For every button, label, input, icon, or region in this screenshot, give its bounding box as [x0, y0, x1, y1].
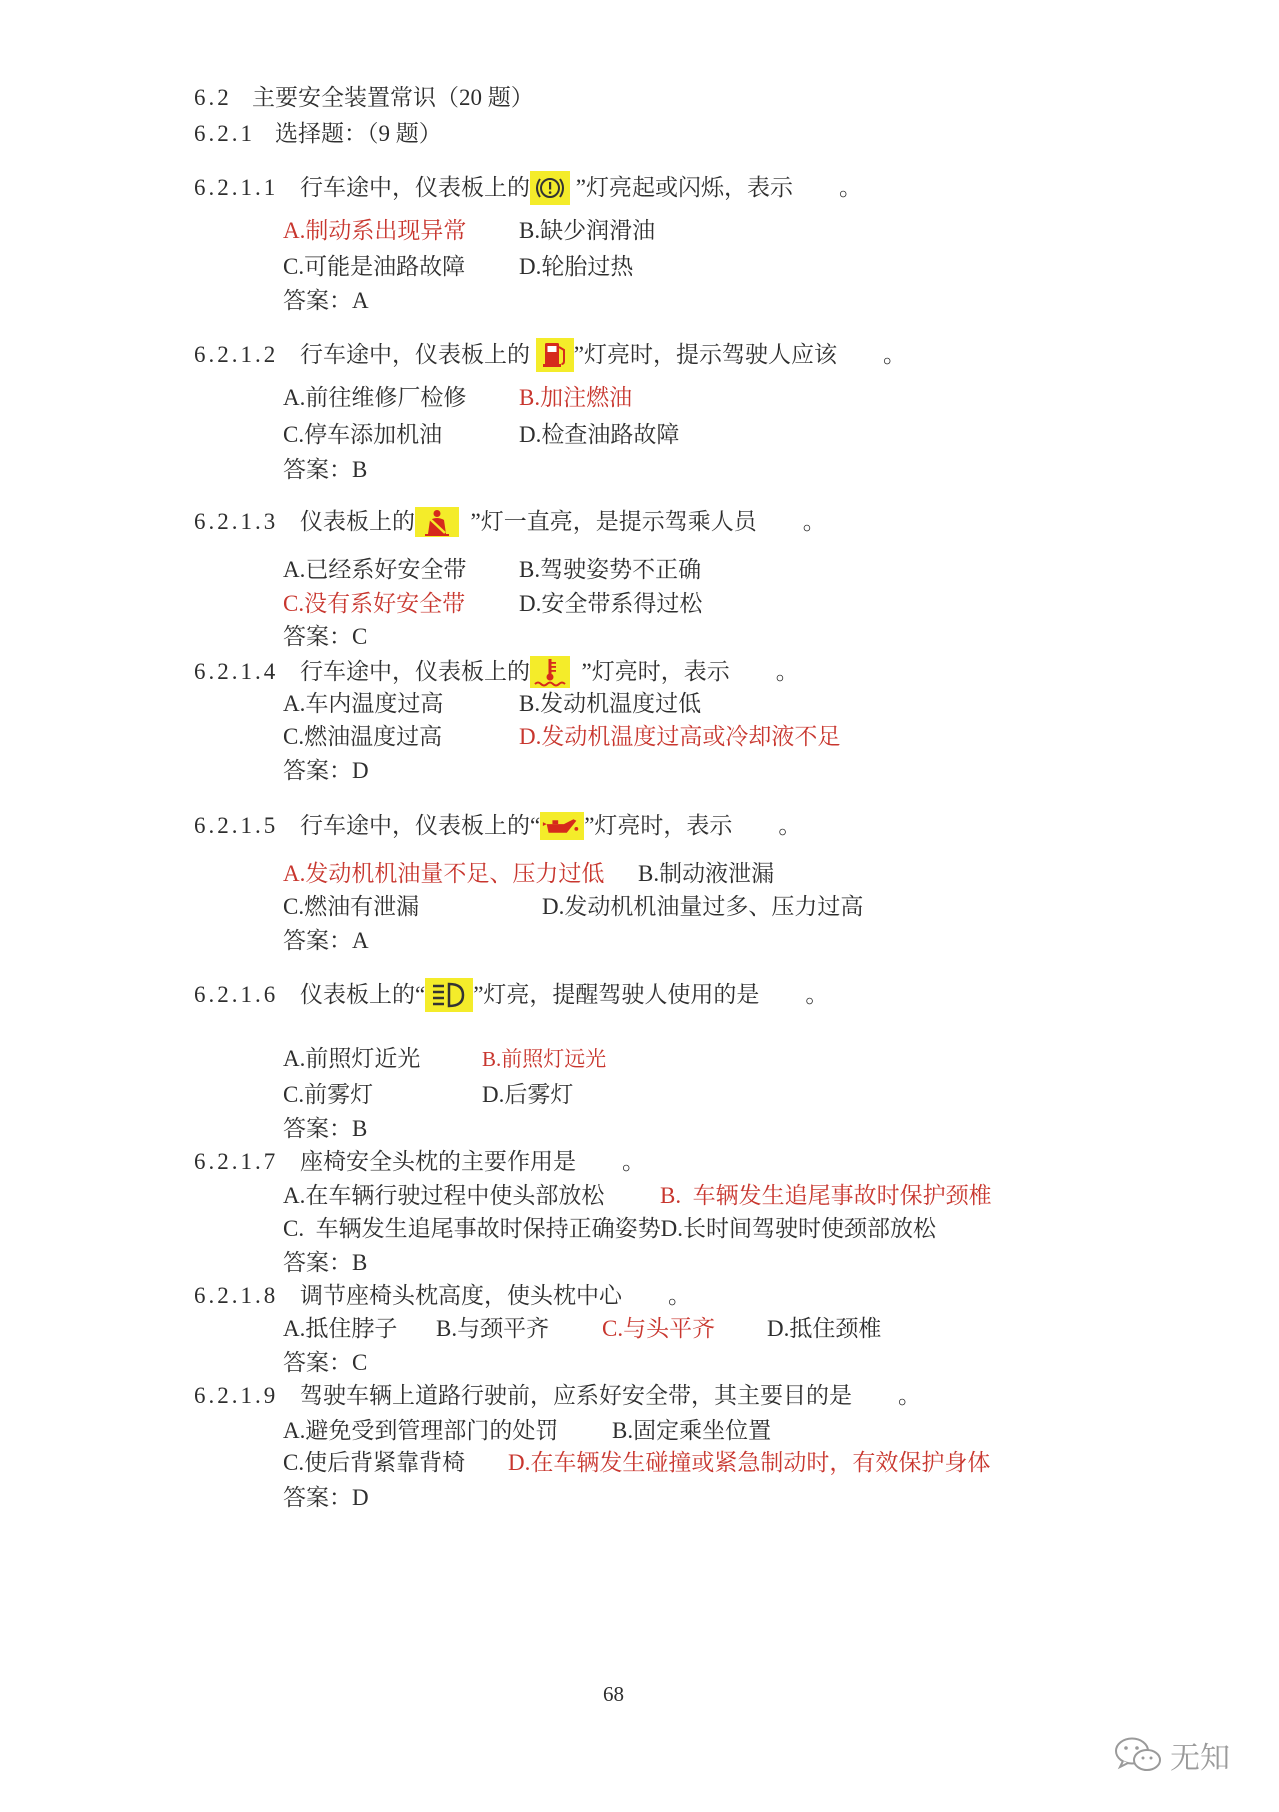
option-c: C.没有系好安全带	[283, 591, 466, 616]
answer-line	[0, 755, 1279, 787]
section-number: 6.2	[194, 85, 232, 110]
option-d: D.长时间驾驶时使颈部放松	[660, 1216, 936, 1241]
option-b: B. 车辆发生追尾事故时保护颈椎	[660, 1183, 992, 1208]
option-c: C.停车添加机油	[283, 422, 443, 447]
answer-line	[0, 1482, 1279, 1514]
question-stem	[0, 810, 1279, 842]
option-b: B.缺少润滑油	[519, 218, 656, 243]
option-b: B.发动机温度过低	[519, 691, 702, 716]
answer: 答案：C	[283, 624, 368, 649]
question-stem	[0, 339, 1279, 371]
option-a: A.发动机机油量不足、压力过低	[283, 861, 605, 886]
stem-text-after: ”灯亮起或闪烁，表示 。	[570, 175, 862, 200]
question-stem	[0, 1380, 1279, 1412]
options-row	[0, 1313, 1279, 1345]
answer: 答案：B	[283, 457, 368, 482]
option-b: B.与颈平齐	[436, 1316, 550, 1341]
answer-line	[0, 621, 1279, 653]
question-text	[300, 656, 799, 690]
section-heading	[0, 82, 1279, 114]
options-row	[0, 1415, 1279, 1447]
option-d: D.发动机机油量过多、压力过高	[542, 894, 864, 919]
question-number: 6.2.1.6	[194, 982, 279, 1007]
option-d: D.安全带系得过松	[519, 591, 703, 616]
option-b: B.驾驶姿势不正确	[519, 557, 702, 582]
option-d: D.抵住颈椎	[767, 1316, 882, 1341]
options-row	[0, 858, 1279, 890]
options-row	[0, 1043, 1279, 1075]
options-row	[0, 1180, 1279, 1212]
brake-system-warning-icon	[530, 171, 570, 205]
option-d: D.发动机温度过高或冷却液不足	[519, 724, 841, 749]
question-stem	[0, 1280, 1279, 1312]
question-text	[300, 172, 862, 207]
answer: 答案：A	[283, 288, 369, 313]
options-row	[0, 215, 1279, 247]
stem-text-before: 仪表板上的	[300, 509, 415, 534]
oil-pressure-warning-icon	[540, 812, 584, 840]
answer-line	[0, 1113, 1279, 1145]
answer: 答案：D	[283, 1485, 369, 1510]
question-text	[300, 979, 828, 1014]
question-text: 驾驶车辆上道路行驶前，应系好安全带，其主要目的是 。	[300, 1383, 921, 1408]
option-c: C.燃油温度过高	[283, 724, 443, 749]
stem-text-before: 行车途中，仪表板上的	[300, 342, 536, 367]
answer-line	[0, 1247, 1279, 1279]
options-row	[0, 1447, 1279, 1479]
question-stem	[0, 172, 1279, 204]
options-row	[0, 382, 1279, 414]
answer-line	[0, 1347, 1279, 1379]
question-number: 6.2.1.2	[194, 342, 279, 367]
answer-line	[0, 454, 1279, 486]
option-a: A.制动系出现异常	[283, 218, 467, 243]
option-d: D.在车辆发生碰撞或紧急制动时，有效保护身体	[508, 1450, 991, 1475]
answer: 答案：A	[283, 928, 369, 953]
seatbelt-warning-icon	[415, 507, 459, 537]
question-stem	[0, 506, 1279, 538]
question-text: 座椅安全头枕的主要作用是 。	[300, 1149, 645, 1174]
question-text	[300, 810, 801, 842]
options-row	[0, 1079, 1279, 1111]
fuel-warning-icon	[536, 338, 574, 372]
option-b: B.前照灯远光	[482, 1047, 607, 1071]
watermark	[1112, 1733, 1230, 1775]
question-number: 6.2.1.8	[194, 1283, 279, 1308]
watermark-text: 无知	[1170, 1741, 1230, 1776]
question-number: 6.2.1.7	[194, 1149, 279, 1174]
page-footer	[0, 1678, 1279, 1710]
option-a: A.车内温度过高	[283, 691, 444, 716]
option-d: D.轮胎过热	[519, 254, 634, 279]
option-b: B.固定乘坐位置	[612, 1418, 772, 1443]
question-number: 6.2.1.5	[194, 813, 279, 838]
option-a: A.避免受到管理部门的处罚	[283, 1418, 559, 1443]
question-stem	[0, 1146, 1279, 1178]
stem-text-before: 仪表板上的“	[300, 982, 426, 1007]
section-title: 主要安全装置常识（20 题）	[252, 85, 534, 110]
question-text: 调节座椅头枕高度，使头枕中心 。	[300, 1283, 691, 1308]
option-d: D.后雾灯	[482, 1082, 574, 1107]
options-row	[0, 554, 1279, 586]
option-c: C.使后背紧靠背椅	[283, 1450, 466, 1475]
answer: 答案：B	[283, 1250, 368, 1275]
question-stem	[0, 979, 1279, 1011]
option-a: A.在车辆行驶过程中使头部放松	[283, 1183, 605, 1208]
option-c: C.与头平齐	[602, 1316, 716, 1341]
option-a: A.前照灯近光	[283, 1046, 421, 1071]
answer: 答案：C	[283, 1350, 368, 1375]
options-row	[0, 891, 1279, 923]
stem-text-after: ”灯一直亮，是提示驾乘人员 。	[459, 509, 826, 534]
stem-text-after: ”灯亮时，表示 。	[584, 813, 802, 838]
stem-text-before: 行车途中，仪表板上的	[300, 175, 530, 200]
wechat-icon	[1112, 1735, 1166, 1775]
page-number: 68	[603, 1682, 624, 1706]
option-c: C.可能是油路故障	[283, 254, 466, 279]
option-b: B.制动液泄漏	[638, 861, 775, 886]
stem-text-after: ”灯亮，提醒驾驶人使用的是 。	[473, 982, 829, 1007]
options-cd-group	[283, 1213, 936, 1245]
answer: 答案：B	[283, 1116, 368, 1141]
option-c: C.燃油有泄漏	[283, 894, 420, 919]
question-number: 6.2.1.3	[194, 509, 279, 534]
option-d: D.检查油路故障	[519, 422, 680, 447]
options-row	[0, 251, 1279, 283]
coolant-temperature-warning-icon	[530, 656, 570, 688]
options-row	[0, 419, 1279, 451]
stem-text-before: 行车途中，仪表板上的“	[300, 813, 541, 838]
stem-text-after: ”灯亮时，提示驾驶人应该 。	[573, 342, 906, 367]
question-number: 6.2.1.4	[194, 659, 279, 684]
options-row	[0, 688, 1279, 720]
question-number: 6.2.1.9	[194, 1383, 279, 1408]
option-a: A.已经系好安全带	[283, 557, 467, 582]
subsection-title: 选择题：（9 题）	[275, 121, 442, 146]
options-row	[0, 1213, 1279, 1245]
option-c: C.前雾灯	[283, 1082, 374, 1107]
option-a: A.前往维修厂检修	[283, 385, 467, 410]
option-c: C. 车辆发生追尾事故时保持正确姿势	[283, 1216, 661, 1241]
options-row	[0, 721, 1279, 753]
question-stem	[0, 656, 1279, 688]
option-b: B.加注燃油	[519, 385, 633, 410]
answer: 答案：D	[283, 758, 369, 783]
question-text	[300, 506, 826, 539]
options-row	[0, 588, 1279, 620]
question-text	[300, 339, 906, 374]
answer-line	[0, 925, 1279, 957]
option-a: A.抵住脖子	[283, 1316, 398, 1341]
subsection-number: 6.2.1	[194, 121, 255, 146]
stem-text-after: ”灯亮时，表示 。	[570, 659, 799, 684]
question-number: 6.2.1.1	[194, 175, 279, 200]
stem-text-before: 行车途中，仪表板上的	[300, 659, 530, 684]
high-beam-indicator-icon	[425, 978, 473, 1012]
answer-line	[0, 285, 1279, 317]
subsection-heading	[0, 118, 1279, 150]
